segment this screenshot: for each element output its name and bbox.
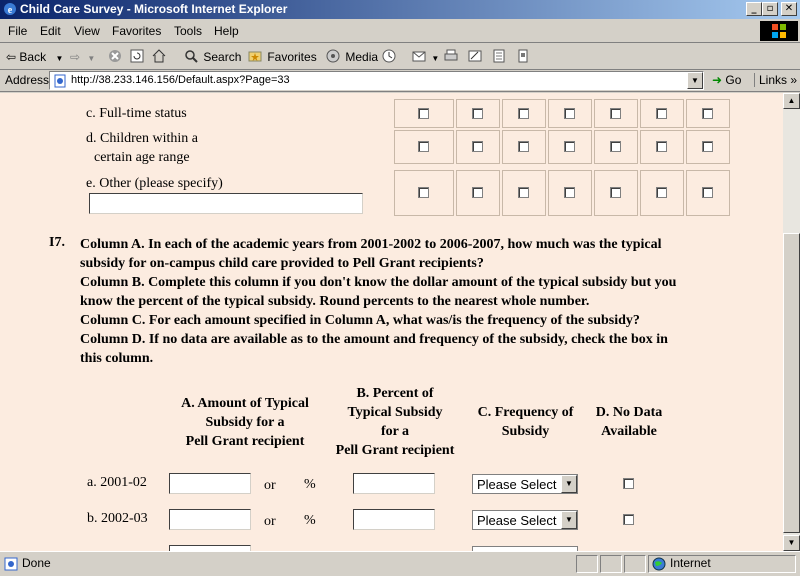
year-label: b. 2002-03 <box>87 511 148 526</box>
menu-tools[interactable]: Tools <box>174 24 203 38</box>
column-c-header <box>468 403 583 441</box>
svg-text:e: e <box>7 5 13 16</box>
status-pane <box>600 555 622 573</box>
page-icon <box>53 74 67 88</box>
print-icon <box>444 49 458 63</box>
question-line: this column. <box>80 351 154 366</box>
option-checkbox[interactable] <box>564 141 575 152</box>
column-c-header-line: Subsidy <box>501 424 550 439</box>
row-c-label: c. Full-time status <box>86 106 187 121</box>
mail-dropdown-icon[interactable]: ▼ <box>431 54 440 63</box>
column-b-header-line: for a <box>380 424 410 439</box>
ie-icon <box>3 2 17 16</box>
option-checkbox[interactable] <box>610 108 621 119</box>
other-specify-input[interactable] <box>89 193 363 214</box>
menu-view[interactable]: View <box>74 24 100 38</box>
page-content <box>0 93 783 551</box>
search-icon <box>184 49 198 63</box>
question-line: Column B. Complete this column if you don't know the dollar amount of the typical subsidy but you <box>80 275 677 290</box>
option-checkbox[interactable] <box>418 187 429 198</box>
frequency-select-value: Please Select <box>477 513 557 528</box>
question-line: subsidy for on-campus child care provided to Pell Grant recipients? <box>80 256 484 271</box>
close-button[interactable]: ✕ <box>781 2 797 16</box>
option-checkbox[interactable] <box>610 187 621 198</box>
minimize-button[interactable]: _ <box>746 2 762 16</box>
home-icon <box>152 49 166 63</box>
column-c-header-line: C. Frequency of <box>477 405 574 420</box>
status-pane <box>624 555 646 573</box>
windows-logo <box>760 21 798 41</box>
print-button[interactable] <box>444 48 460 66</box>
option-checkbox[interactable] <box>418 141 429 152</box>
question-number: I7. <box>49 235 65 250</box>
menu-bar <box>0 19 800 43</box>
links-label: Links <box>759 73 788 87</box>
option-checkbox[interactable] <box>564 108 575 119</box>
row-d-label-line1: d. Children within a <box>86 131 198 146</box>
mail-button[interactable] <box>412 48 439 66</box>
forward-button[interactable] <box>70 48 95 66</box>
percent-input[interactable] <box>353 509 435 530</box>
amount-input[interactable] <box>169 473 251 494</box>
edit-icon <box>468 49 482 63</box>
question-line: Column A. In each of the academic years from 2001-2002 to 2006-2007, how much was the typical <box>80 237 662 252</box>
row-e-label: e. Other (please specify) <box>86 176 223 191</box>
question-line: Column D. If no data are available as to the amount and frequency of the subsidy, check the box in <box>80 332 668 347</box>
menu-edit[interactable]: Edit <box>40 24 61 38</box>
favorites-icon <box>248 49 262 63</box>
question-text <box>80 235 740 368</box>
no-data-checkbox[interactable] <box>623 514 634 525</box>
column-a-header-line: Pell Grant recipient <box>185 434 305 449</box>
option-checkbox[interactable] <box>564 187 575 198</box>
column-d-header-line: D. No Data <box>595 405 663 420</box>
address-input[interactable] <box>49 71 704 90</box>
percent-input[interactable] <box>353 473 435 494</box>
amount-input[interactable] <box>169 509 251 530</box>
column-b-header <box>325 384 465 460</box>
chevron-down-icon: ▼ <box>561 511 577 529</box>
forward-dropdown-icon[interactable]: ▼ <box>87 54 96 63</box>
media-label: Media <box>345 50 379 64</box>
scroll-down-icon[interactable]: ▼ <box>783 535 800 551</box>
column-d-header <box>584 403 674 441</box>
column-a-header-line: Subsidy for a <box>205 415 285 430</box>
option-checkbox[interactable] <box>702 108 713 119</box>
favorites-label: Favorites <box>267 50 317 64</box>
chevron-down-icon: ▼ <box>561 475 577 493</box>
frequency-select[interactable] <box>472 510 578 530</box>
edit-button[interactable] <box>468 48 484 66</box>
zone-text: Internet <box>670 556 711 570</box>
option-checkbox[interactable] <box>472 108 483 119</box>
frequency-select[interactable] <box>472 474 578 494</box>
option-checkbox[interactable] <box>610 141 621 152</box>
refresh-icon <box>130 49 144 63</box>
stop-icon <box>108 49 122 63</box>
status-bar <box>0 551 800 576</box>
refresh-button[interactable] <box>130 48 146 66</box>
forward-arrow-icon: ⇨ <box>70 50 81 64</box>
status-text: Done <box>22 556 51 570</box>
internet-globe-icon <box>652 557 666 571</box>
scroll-thumb[interactable] <box>783 233 800 533</box>
or-label: or <box>264 514 276 529</box>
back-arrow-icon: ⇦ <box>6 50 17 64</box>
column-d-header-line: Available <box>601 424 657 439</box>
percent-sign: % <box>304 513 316 528</box>
column-a-header-line: A. Amount of Typical <box>181 396 309 411</box>
option-checkbox[interactable] <box>518 187 529 198</box>
home-button[interactable] <box>152 48 168 66</box>
no-data-checkbox[interactable] <box>623 478 634 489</box>
links-button[interactable] <box>754 73 797 87</box>
discuss-icon <box>492 49 506 63</box>
column-b-header-line: Pell Grant recipient <box>335 443 455 458</box>
links-chevron-icon: » <box>790 73 798 87</box>
column-b-header-line: B. Percent of <box>356 386 434 401</box>
scroll-up-icon[interactable]: ▲ <box>783 93 800 109</box>
address-url: http://38.233.146.156/Default.aspx?Page=33 <box>71 74 290 86</box>
option-checkbox[interactable] <box>702 141 713 152</box>
go-arrow-icon: ➜ <box>712 73 723 87</box>
option-checkbox[interactable] <box>656 108 667 119</box>
back-button[interactable] <box>6 48 63 66</box>
search-label: Search <box>203 50 242 64</box>
title-bar <box>0 0 800 19</box>
menu-help[interactable]: Help <box>214 24 239 38</box>
option-checkbox[interactable] <box>656 187 667 198</box>
page-done-icon <box>4 557 18 571</box>
toolbar <box>0 44 800 70</box>
option-checkbox[interactable] <box>702 187 713 198</box>
go-label: Go <box>725 73 742 87</box>
address-label: Address <box>5 73 50 87</box>
percent-sign: % <box>304 477 316 492</box>
restore-button[interactable]: ▫ <box>762 2 778 16</box>
column-a-header <box>165 394 325 451</box>
search-button[interactable] <box>184 48 241 66</box>
address-bar <box>0 70 800 92</box>
menu-file[interactable]: File <box>8 24 28 38</box>
windows-flag-icon <box>772 24 786 38</box>
row-d-label-line2: certain age range <box>94 150 190 165</box>
vertical-scrollbar[interactable] <box>783 93 800 551</box>
back-dropdown-icon[interactable]: ▼ <box>55 54 64 63</box>
option-checkbox[interactable] <box>656 141 667 152</box>
messenger-button[interactable] <box>516 48 532 66</box>
go-button[interactable] <box>712 73 741 87</box>
option-checkbox[interactable] <box>418 108 429 119</box>
mail-icon <box>412 49 426 63</box>
question-line: know the percent of the typical subsidy. Round percents to the nearest whole number. <box>80 294 590 309</box>
option-checkbox[interactable] <box>472 141 483 152</box>
history-icon <box>382 49 396 63</box>
window-title: Child Care Survey - Microsoft Internet Explorer <box>20 2 288 16</box>
media-icon <box>326 49 340 63</box>
messenger-icon <box>516 49 530 63</box>
option-checkbox[interactable] <box>518 108 529 119</box>
stop-button[interactable] <box>108 48 124 66</box>
menu-favorites[interactable]: Favorites <box>112 24 162 38</box>
media-button[interactable] <box>326 48 378 66</box>
or-label: or <box>264 478 276 493</box>
option-checkbox[interactable] <box>472 187 483 198</box>
year-label: a. 2001-02 <box>87 475 147 490</box>
history-button[interactable] <box>382 48 398 66</box>
frequency-select-value: Please Select <box>477 477 557 492</box>
status-pane <box>576 555 598 573</box>
discuss-button[interactable] <box>492 48 508 66</box>
favorites-button[interactable] <box>248 48 317 66</box>
option-checkbox[interactable] <box>518 141 529 152</box>
question-line: Column C. For each amount specified in Column A, what was/is the frequency of the subsidy? <box>80 313 640 328</box>
address-dropdown-icon[interactable]: ▼ <box>687 72 703 89</box>
back-label: Back <box>19 50 47 64</box>
column-b-header-line: Typical Subsidy <box>347 405 443 420</box>
